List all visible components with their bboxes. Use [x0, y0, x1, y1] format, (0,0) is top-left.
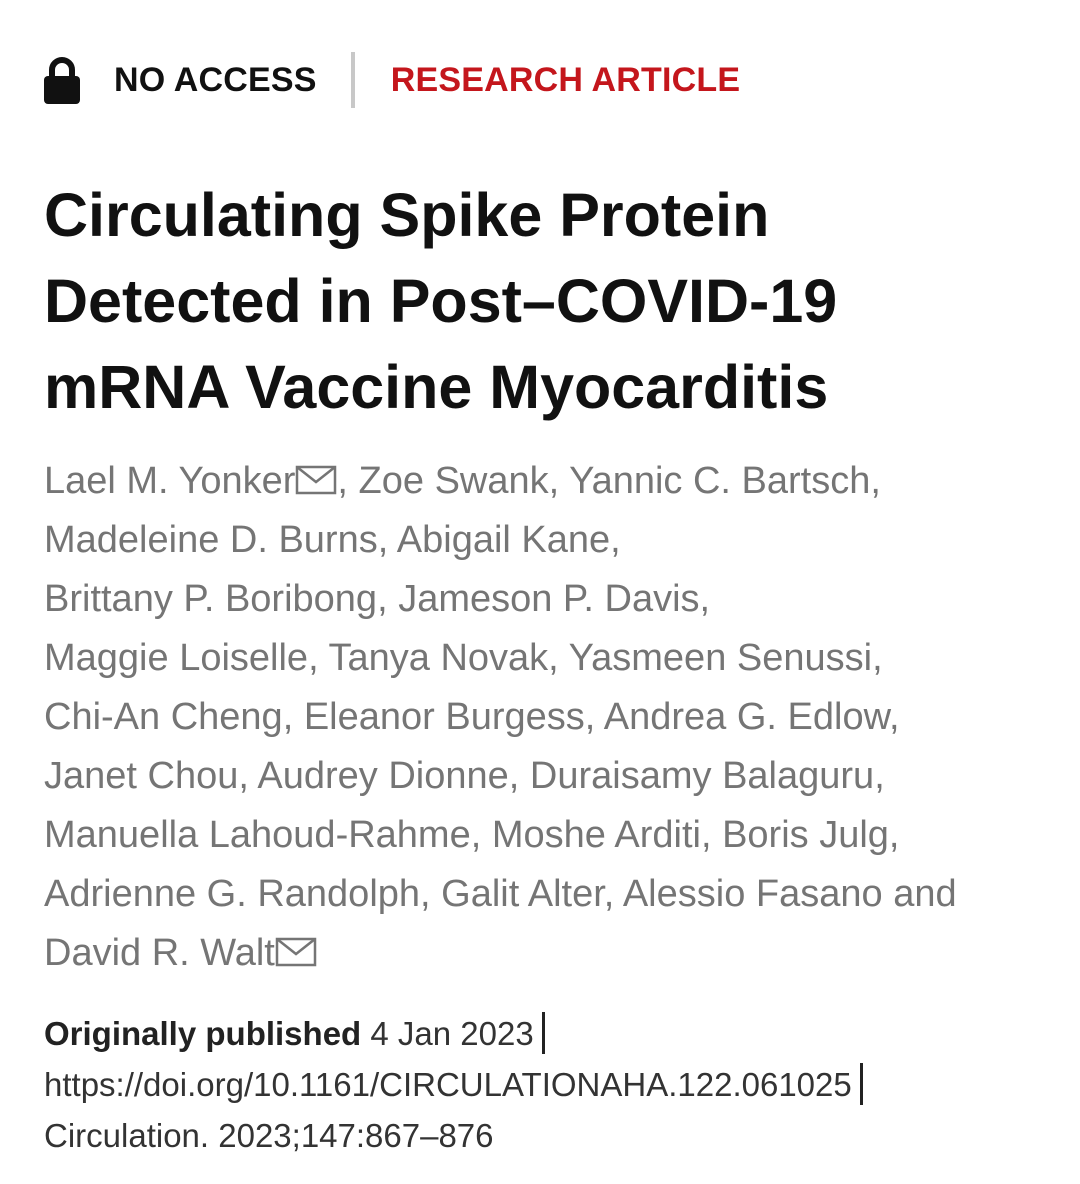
envelope-icon[interactable] [295, 465, 337, 495]
author-name[interactable]: Janet Chou [44, 755, 239, 797]
author-name[interactable]: Andrea G. Edlow [603, 696, 889, 738]
article-header-bar [44, 50, 740, 110]
title-line: mRNA Vaccine Myocarditis [44, 353, 829, 421]
published-date: 4 Jan 2023 [370, 1015, 534, 1052]
author-name[interactable]: Maggie Loiselle [44, 637, 309, 679]
author-name[interactable]: Boris Julg [722, 814, 889, 856]
author-name[interactable]: Moshe Arditi [491, 814, 701, 856]
published-row [44, 1008, 1054, 1059]
header-divider [351, 52, 355, 108]
published-label: Originally published [44, 1015, 362, 1052]
title-line: Circulating Spike Protein [44, 181, 770, 249]
meta-divider [860, 1063, 863, 1105]
journal-citation: Circulation. 2023;147:867–876 [44, 1117, 494, 1154]
article-title [44, 172, 1044, 430]
meta-divider [542, 1012, 545, 1054]
author-name[interactable]: Alessio Fasano [622, 873, 883, 915]
author-name[interactable]: Chi-An Cheng [44, 696, 283, 738]
access-status: NO ACCESS [114, 60, 317, 99]
author-name[interactable]: Audrey Dionne [257, 755, 509, 797]
envelope-icon[interactable] [275, 937, 317, 967]
publication-info [44, 1008, 1054, 1161]
title-line: Detected in Post–COVID-19 [44, 267, 838, 335]
author-name[interactable]: Galit Alter [441, 873, 604, 915]
author-name[interactable]: David R. Walt [44, 932, 275, 974]
author-name[interactable]: Abigail Kane [396, 519, 611, 561]
author-name[interactable]: Jameson P. Davis [398, 578, 700, 620]
author-name[interactable]: Yannic C. Bartsch [569, 460, 871, 502]
author-name[interactable]: Zoe Swank [358, 460, 549, 502]
article-type-label[interactable]: RESEARCH ARTICLE [390, 60, 741, 99]
citation-row [44, 1110, 1054, 1161]
author-name[interactable]: Manuella Lahoud-Rahme [44, 814, 471, 856]
author-name[interactable]: Yasmeen Senussi [568, 637, 873, 679]
doi-row [44, 1059, 1054, 1110]
author-name[interactable]: Brittany P. Boribong [44, 578, 378, 620]
author-name[interactable]: Adrienne G. Randolph [44, 873, 421, 915]
author-name[interactable]: Eleanor Burgess [303, 696, 585, 738]
author-name[interactable]: Lael M. Yonker [44, 460, 296, 502]
author-list: Lael M. Yonker , Zoe Swank, Yannic C. Bartsch, Madeleine D. Burns, Abigail Kane, Brittany P. Boribong, Jameson P. Davis, Maggie Loiselle, Tanya Novak, Yasmeen Senussi, Chi-An Cheng, Eleanor Burgess, Andrea G. Edlow, Janet Chou, Audrey Dionne, Duraisamy Balaguru, Manuella Lahoud-Rahme, Moshe Arditi, Boris Julg, Adrienne G. Randolph, Galit Alter, Alessio Fasano and David R. Walt [44, 460, 957, 974]
author-name[interactable]: Duraisamy Balaguru [529, 755, 875, 797]
author-name[interactable]: Madeleine D. Burns [44, 519, 378, 561]
doi-link[interactable]: https://doi.org/10.1161/CIRCULATIONAHA.122.061025 [44, 1066, 852, 1103]
author-name[interactable]: Tanya Novak [328, 637, 549, 679]
lock-icon [44, 56, 80, 104]
